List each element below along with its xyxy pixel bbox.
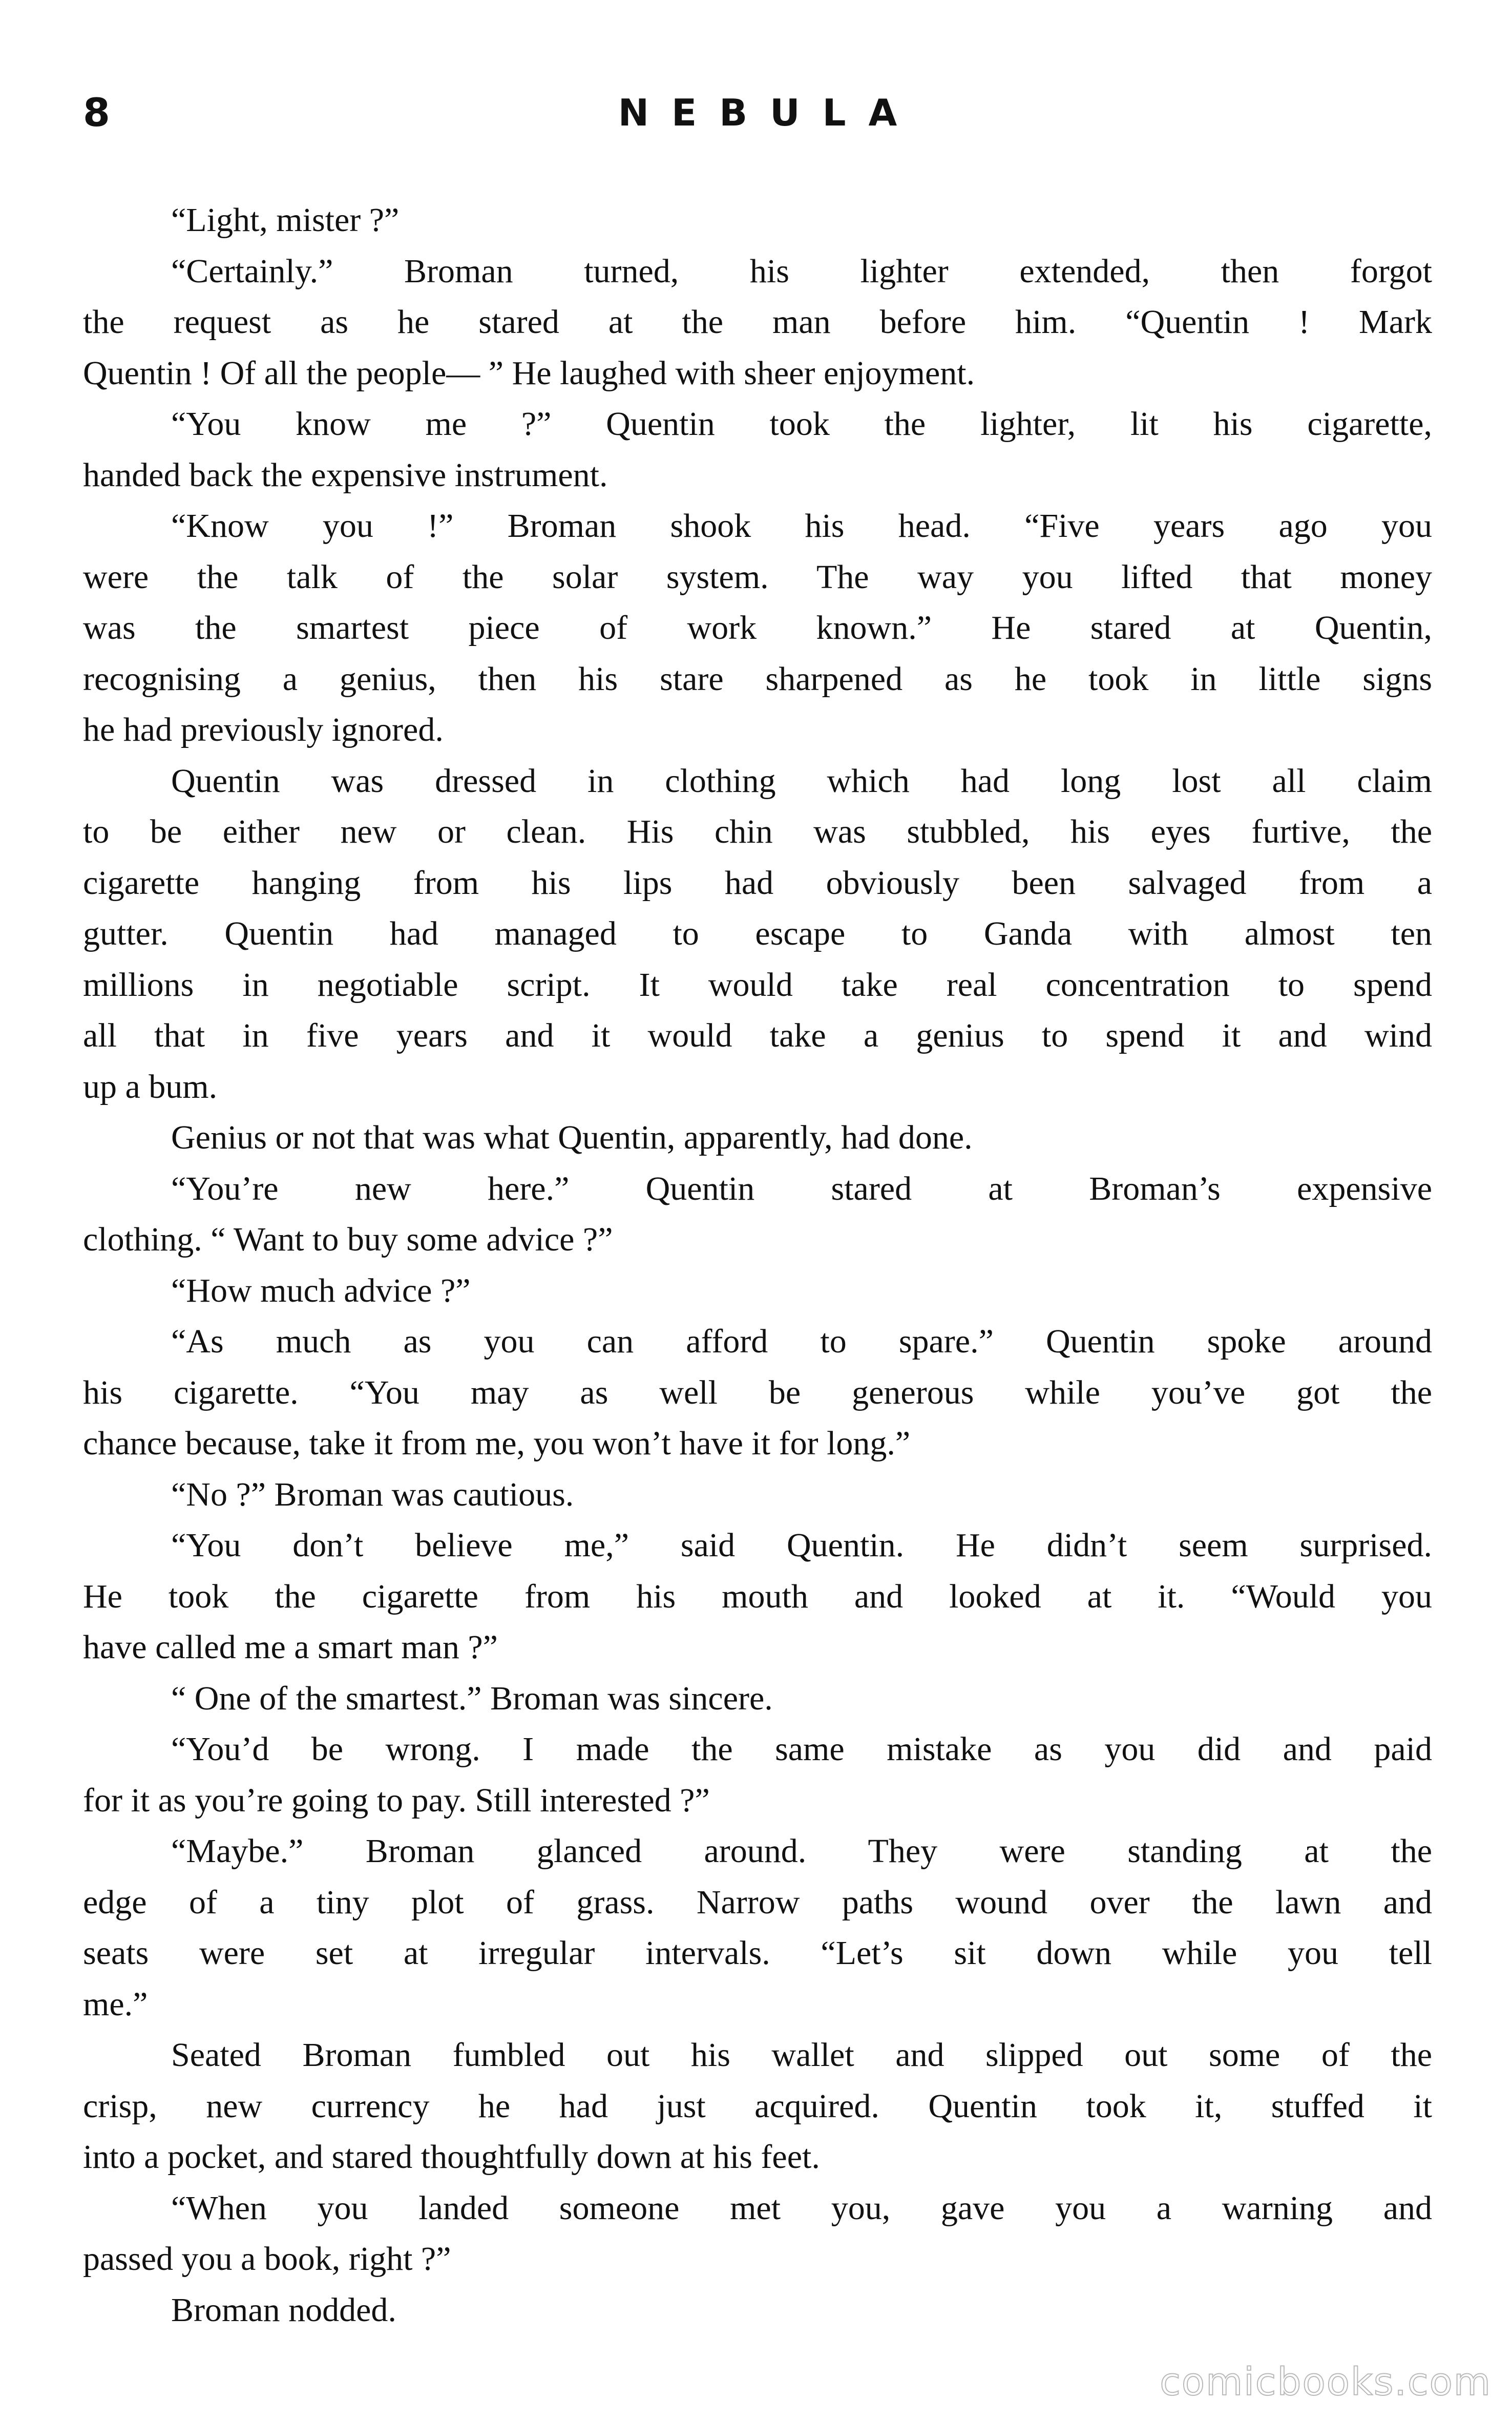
text-line: “Know you !” Broman shook his head. “Five years ago you <box>171 507 1432 545</box>
text-line: cigarette hanging from his lips had obviously been salvaged from a <box>83 864 1432 902</box>
page-number: 8 <box>83 90 110 135</box>
text-line: Seated Broman fumbled out his wallet and slipped out some of the <box>171 2036 1432 2074</box>
text-line: passed you a book, right ?” <box>83 2240 451 2278</box>
text-line: for it as you’re going to pay. Still interested ?” <box>83 1781 710 1819</box>
text-line: clothing. “ Want to buy some advice ?” <box>83 1221 613 1258</box>
page-header <box>83 92 1432 169</box>
text-line: to be either new or clean. His chin was stubbled, his eyes furtive, the <box>83 813 1432 850</box>
text-line: me.” <box>83 1985 148 2023</box>
text-line: have called me a smart man ?” <box>83 1628 498 1666</box>
watermark: comicbooks.com <box>1160 2360 1492 2404</box>
text-line: he had previously ignored. <box>83 711 444 748</box>
text-line: handed back the expensive instrument. <box>83 456 608 494</box>
book-page <box>83 92 1432 2372</box>
text-line: Broman nodded. <box>171 2291 396 2329</box>
body-text <box>83 195 1432 2335</box>
text-line: seats were set at irregular intervals. “Let’s sit down while you tell <box>83 1934 1432 1972</box>
text-line: “ One of the smartest.” Broman was sincere. <box>171 1679 773 1717</box>
text-line: “Light, mister ?” <box>171 201 400 239</box>
text-line: Genius or not that was what Quentin, apparently, had done. <box>171 1119 973 1156</box>
text-line: “When you landed someone met you, gave you a warning and <box>171 2189 1432 2227</box>
text-line: crisp, new currency he had just acquired. Quentin took it, stuffed it <box>83 2087 1432 2125</box>
text-line: “How much advice ?” <box>171 1271 471 1309</box>
text-line: edge of a tiny plot of grass. Narrow paths wound over the lawn and <box>83 1883 1432 1921</box>
text-line: Quentin was dressed in clothing which had long lost all claim <box>171 762 1432 800</box>
text-line: “Certainly.” Broman turned, his lighter extended, then forgot <box>171 252 1432 290</box>
text-line: “You’re new here.” Quentin stared at Broman’s expensive <box>171 1170 1432 1207</box>
text-line: were the talk of the solar system. The way you lifted that money <box>83 558 1432 596</box>
running-head-title: NEBULA <box>618 91 920 134</box>
text-line: into a pocket, and stared thoughtfully down at his feet. <box>83 2138 820 2176</box>
text-line: “You know me ?” Quentin took the lighter, lit his cigarette, <box>171 405 1432 443</box>
text-line: He took the cigarette from his mouth and looked at it. “Would you <box>83 1577 1432 1615</box>
text-line: millions in negotiable script. It would take real concentration to spend <box>83 966 1432 1004</box>
text-line: his cigarette. “You may as well be generous while you’ve got the <box>83 1373 1432 1411</box>
text-line: “As much as you can afford to spare.” Quentin spoke around <box>171 1323 1432 1360</box>
text-line: all that in five years and it would take a genius to spend it and wind <box>83 1017 1432 1054</box>
text-line: was the smartest piece of work known.” He stared at Quentin, <box>83 609 1432 646</box>
text-line: “No ?” Broman was cautious. <box>171 1475 574 1513</box>
text-line: chance because, take it from me, you won’t have it for long.” <box>83 1425 911 1462</box>
text-line: “You don’t believe me,” said Quentin. He didn’t seem surprised. <box>171 1527 1432 1564</box>
text-line: the request as he stared at the man before him. “Quentin ! Mark <box>83 303 1432 341</box>
text-line: “You’d be wrong. I made the same mistake as you did and paid <box>171 1730 1432 1768</box>
text-line: up a bum. <box>83 1068 218 1105</box>
text-line: “Maybe.” Broman glanced around. They were standing at the <box>171 1832 1432 1870</box>
text-line: gutter. Quentin had managed to escape to Ganda with almost ten <box>83 915 1432 952</box>
text-line: recognising a genius, then his stare sharpened as he took in little signs <box>83 660 1432 698</box>
text-line: Quentin ! Of all the people— ” He laughed with sheer enjoyment. <box>83 354 975 392</box>
